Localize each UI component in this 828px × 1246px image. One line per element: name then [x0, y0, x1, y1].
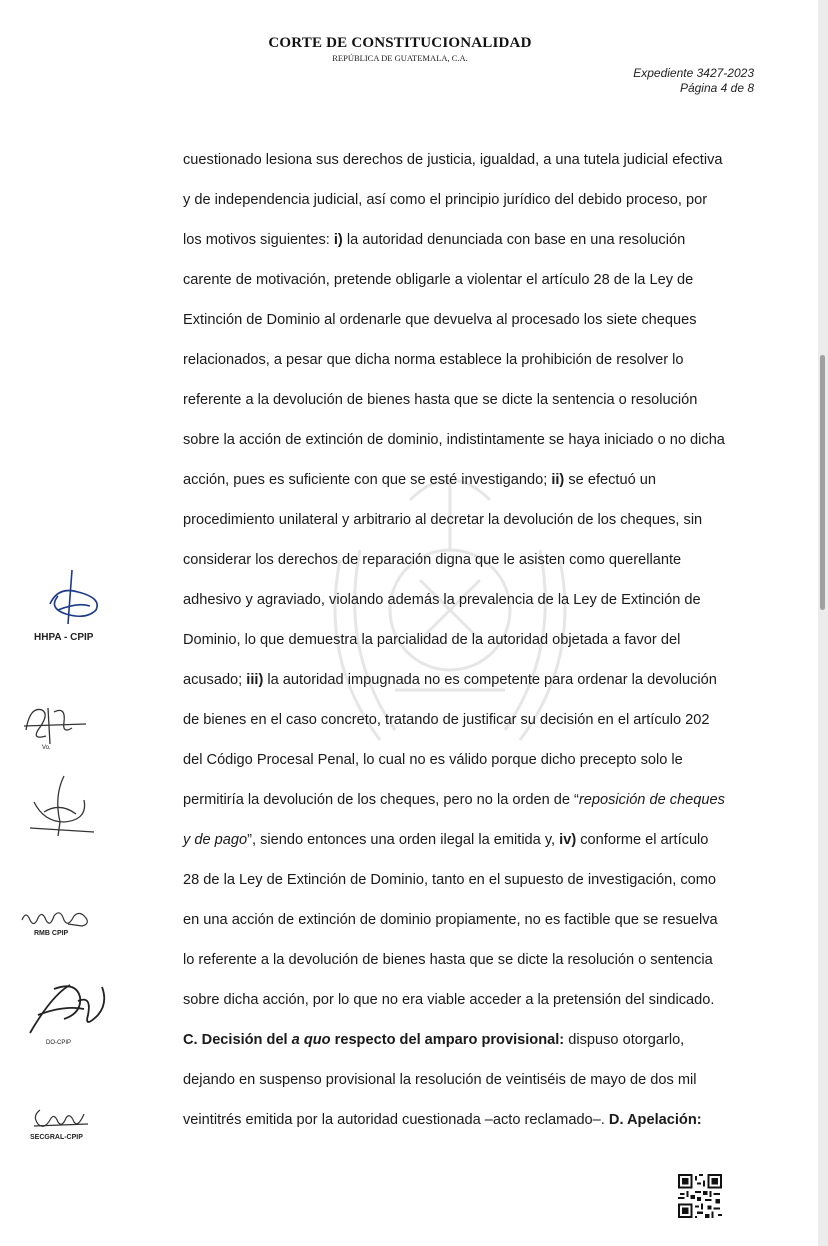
text-line [183, 905, 769, 945]
text-segment: carente de motivación, pretende obligarle a violentar el artículo 28 de la Ley de [183, 272, 694, 288]
page-number: Página 4 de 8 [679, 81, 754, 95]
text-segment: i) [333, 232, 343, 248]
text-line [183, 505, 769, 545]
text-segment: Dominio, lo que demuestra la parcialidad de la autoridad objetada a favor del [183, 632, 681, 648]
text-segment: ”, siendo entonces una orden ilegal la emitida y, [247, 832, 560, 848]
text-segment: D. Apelación: [608, 1112, 702, 1128]
text-segment: permitiría la devolución de los cheques, pero no la orden de “ [183, 792, 579, 808]
text-line [183, 225, 769, 265]
text-segment: a quo [291, 1032, 331, 1048]
scrollbar-thumb[interactable] [820, 355, 825, 610]
text-segment: conforme el artículo [576, 832, 709, 848]
text-segment: 28 de la Ley de Extinción de Dominio, tanto en el supuesto de investigación, como [183, 872, 717, 888]
text-line [183, 465, 769, 505]
text-segment: del Código Procesal Penal, lo cual no es válido porque dicho precepto solo le [183, 752, 683, 768]
text-segment: C. Decisión del [183, 1032, 292, 1048]
text-segment: reposición de cheques [578, 792, 725, 808]
text-line [183, 1105, 769, 1145]
text-segment: referente a la devolución de bienes hasta que se dicte la sentencia o resolución [183, 392, 698, 408]
court-title: CORTE DE CONSTITUCIONALIDAD [268, 35, 532, 51]
text-line [183, 1025, 769, 1065]
text-segment: la autoridad impugnada no es competente para ordenar la devolución [263, 672, 717, 688]
text-line [183, 265, 769, 305]
text-segment: dejando en suspenso provisional la resolución de veintiséis de mayo de dos mil [183, 1072, 697, 1088]
signature-label-secgral: SECGRAL-CPIP [30, 1134, 83, 1141]
text-segment: procedimiento unilateral y arbitrario al decretar la devolución de los cheques, sin [183, 512, 703, 528]
text-line [183, 425, 769, 465]
text-segment: acusado; [183, 672, 247, 688]
text-segment: de bienes en el caso concreto, tratando de justificar su decisión en el artículo 202 [183, 712, 710, 728]
signature-label-2: Vo. [42, 745, 51, 751]
case-reference [633, 66, 754, 96]
signature-label-hhpa: HHPA - CPIP [34, 632, 94, 643]
text-segment: y de independencia judicial, así como el principio jurídico del debido proceso, por [183, 192, 708, 208]
text-line [183, 785, 769, 825]
text-line [183, 385, 769, 425]
text-line [183, 945, 769, 985]
vertical-scrollbar[interactable] [818, 0, 828, 1246]
text-segment: respecto del amparo provisional: [330, 1032, 565, 1048]
text-line [183, 825, 769, 865]
text-line [183, 1065, 769, 1105]
text-segment: ii) [551, 472, 565, 488]
text-line [183, 865, 769, 905]
text-segment: sobre dicha acción, por lo que no era viable acceder a la pretensión del sindicado. [183, 992, 715, 1008]
text-line [183, 585, 769, 625]
text-line [183, 145, 769, 185]
text-segment: adhesivo y agraviado, violando además la prevalencia de la Ley de Extinción de [183, 592, 701, 608]
text-segment: sobre la acción de extinción de dominio, indistintamente se haya iniciado o no dicha [183, 432, 725, 448]
expediente-number: Expediente 3427-2023 [633, 66, 754, 80]
text-segment: dispuso otorgarlo, [564, 1032, 685, 1048]
text-segment: Extinción de Dominio al ordenarle que devuelva al procesado los siete cheques [183, 312, 697, 328]
text-line [183, 625, 769, 665]
text-segment: se efectuó un [564, 472, 656, 488]
signature-do [24, 975, 112, 1037]
signature-secgral [30, 1104, 90, 1134]
text-line [183, 705, 769, 745]
text-segment: los motivos siguientes: [183, 232, 334, 248]
qr-code[interactable] [678, 1174, 722, 1218]
signature-label-do: DO-CPIP [46, 1040, 72, 1046]
text-segment: iii) [246, 672, 264, 688]
text-segment: en una acción de extinción de dominio propiamente, no es factible que se resuelva [183, 912, 718, 928]
document-body [183, 145, 769, 1145]
text-segment: la autoridad denunciada con base en una resolución [342, 232, 686, 248]
text-line [183, 665, 769, 705]
text-line [183, 745, 769, 785]
signature-3 [24, 772, 96, 838]
text-segment: relacionados, a pesar que dicha norma establece la prohibición de resolver lo [183, 352, 684, 368]
text-line [183, 985, 769, 1025]
signature-label-rmb: RMB CPIP [34, 930, 69, 937]
text-segment: cuestionado lesiona sus derechos de justicia, igualdad, a una tutela judicial efectiva [183, 152, 723, 168]
court-subtitle: REPÚBLICA DE GUATEMALA, C.A. [332, 53, 468, 63]
text-segment: y de pago [183, 832, 248, 848]
text-segment: iv) [559, 832, 577, 848]
text-line [183, 185, 769, 225]
text-segment: considerar los derechos de reparación digna que le asisten como querellante [183, 552, 682, 568]
text-segment: veintitrés emitida por la autoridad cuestionada –acto reclamado–. [183, 1112, 609, 1128]
signature-2 [20, 700, 90, 750]
signature-rmb [20, 906, 92, 930]
text-segment: lo referente a la devolución de bienes hasta que se dicte la resolución o sentencia [183, 952, 713, 968]
text-segment: acción, pues es suficiente con que se esté investigando; [183, 472, 552, 488]
text-line [183, 345, 769, 385]
signature-hhpa [38, 566, 108, 628]
text-line [183, 305, 769, 345]
text-line [183, 545, 769, 585]
